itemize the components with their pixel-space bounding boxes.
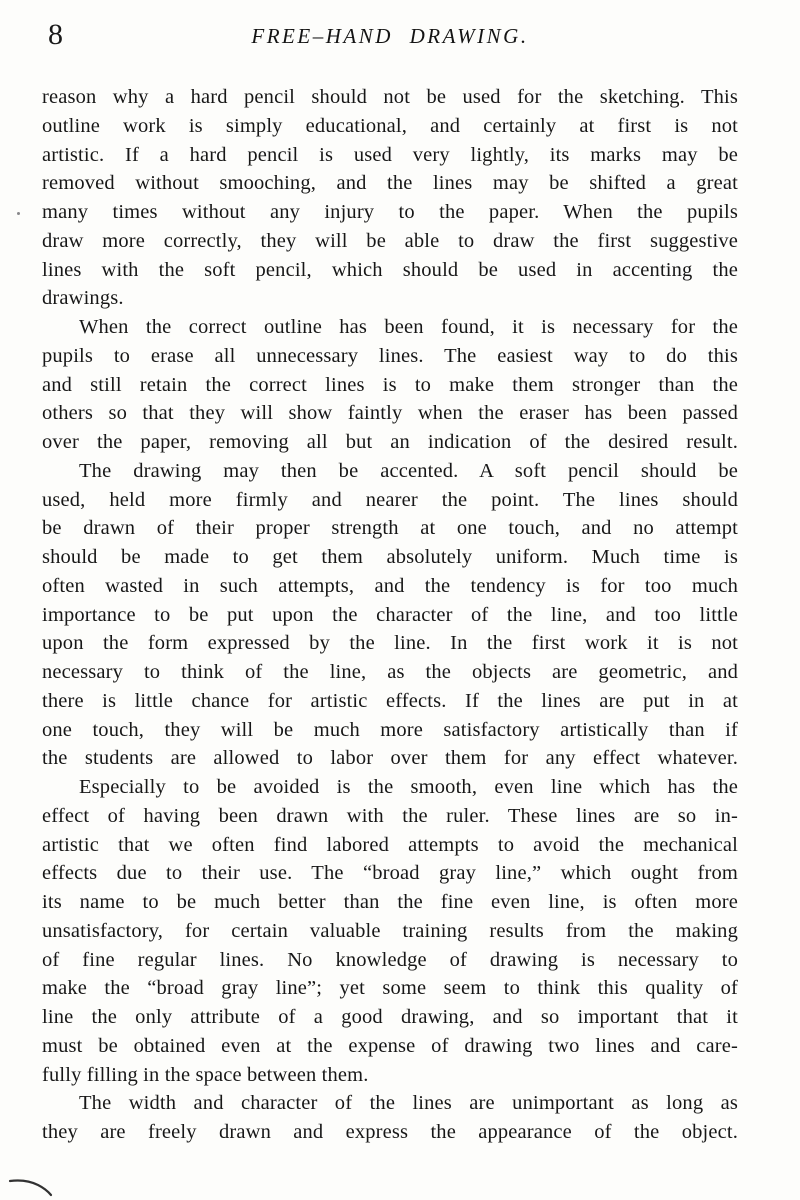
text-line: outline work is simply educational, and certainly at first is not — [42, 114, 738, 137]
text-line: artistic. If a hard pencil is used very lightly, its marks may be — [42, 143, 738, 166]
text-line: line the only attribute of a good drawing, and so important that it — [42, 1006, 738, 1028]
page-number: 8 — [48, 18, 63, 51]
text-line: others so that they will show faintly when the eraser has been passed — [42, 402, 738, 425]
page-header — [42, 16, 738, 60]
text-line: of fine regular lines. No knowledge of drawing is necessary to — [42, 948, 738, 971]
text-line: its name to be much better than the fine even line, is often more — [42, 891, 738, 913]
text-line: importance to be put upon the character of the line, and too little — [42, 603, 738, 626]
ink-speck — [17, 212, 20, 215]
text-line: pupils to erase all unnecessary lines. The easiest way to do this — [42, 344, 738, 367]
text-line: often wasted in such attempts, and the tendency is for too much — [42, 574, 738, 597]
text-line: they are freely drawn and express the appearance of the object. — [42, 1121, 738, 1143]
text-block — [42, 83, 738, 1147]
text-line: The drawing may then be accented. A soft pencil should be — [79, 459, 738, 482]
text-line: be drawn of their proper strength at one touch, and no attempt — [42, 517, 738, 540]
text-line: reason why a hard pencil should not be used for the sketching. This — [42, 86, 738, 108]
text-line: Especially to be avoided is the smooth, even line which has the — [79, 776, 738, 798]
text-line: effect of having been drawn with the ruler. These lines are so in- — [42, 804, 738, 827]
scan-artifact-curve — [4, 1172, 64, 1200]
text-line: and still retain the correct lines is to make them stronger than the — [42, 373, 738, 396]
text-line: necessary to think of the line, as the objects are geometric, and — [42, 661, 738, 683]
text-line: used, held more firmly and nearer the point. The lines should — [42, 488, 738, 511]
text-line: lines with the soft pencil, which should be used in accenting the — [42, 258, 738, 281]
text-line: there is little chance for artistic effects. If the lines are put in at — [42, 689, 738, 712]
text-line: When the correct outline has been found, it is necessary for the — [79, 316, 738, 338]
text-line: over the paper, removing all but an indication of the desired result. — [42, 431, 738, 453]
running-title: FREE–HAND DRAWING. — [251, 24, 529, 48]
text-line: effects due to their use. The “broad gray line,” which ought from — [42, 862, 738, 885]
text-line: many times without any injury to the paper. When the pupils — [42, 201, 738, 223]
text-line: draw more correctly, they will be able to draw the first suggestive — [42, 229, 738, 252]
text-line: upon the form expressed by the line. In the first work it is not — [42, 632, 738, 655]
text-line: should be made to get them absolutely uniform. Much time is — [42, 546, 738, 568]
text-line: one touch, they will be much more satisfactory artistically than if — [42, 718, 738, 741]
text-line: make the “broad gray line”; yet some seem to think this quality of — [42, 977, 738, 1000]
text-line: The width and character of the lines are unimportant as long as — [79, 1092, 738, 1115]
text-line: fully filling in the space between them. — [42, 1063, 369, 1086]
text-line: must be obtained even at the expense of drawing two lines and care- — [42, 1034, 738, 1057]
text-line: the students are allowed to labor over them for any effect whatever. — [42, 747, 738, 770]
text-line: unsatisfactory, for certain valuable training results from the making — [42, 919, 738, 942]
text-line: removed without smooching, and the lines may be shifted a great — [42, 172, 738, 195]
text-line: drawings. — [42, 287, 124, 310]
text-line: artistic that we often find labored attempts to avoid the mechanical — [42, 833, 738, 856]
